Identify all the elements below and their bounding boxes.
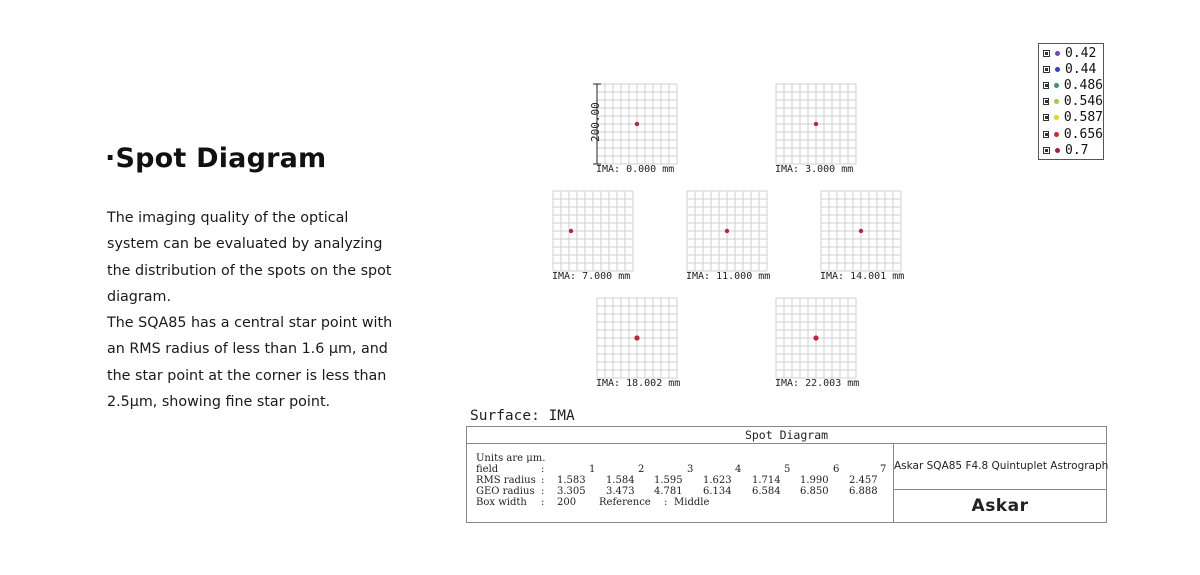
rms-value: 1.714 bbox=[752, 475, 781, 486]
info-data-panel bbox=[467, 443, 894, 522]
description-line: The SQA85 has a central star point with bbox=[107, 315, 393, 332]
spot-point bbox=[859, 229, 863, 233]
spot-point bbox=[725, 229, 729, 233]
page-heading: ·Spot Diagram bbox=[105, 143, 327, 174]
legend-check-icon bbox=[1043, 82, 1049, 89]
legend-color-dot bbox=[1055, 67, 1060, 72]
geo-value: 6.888 bbox=[849, 486, 878, 497]
geo-value: 3.473 bbox=[606, 486, 635, 497]
legend-color-dot bbox=[1054, 83, 1058, 88]
rms-value: 1.584 bbox=[606, 475, 635, 486]
legend-color-dot bbox=[1054, 99, 1058, 104]
legend-item bbox=[1043, 45, 1103, 61]
box-width-value: 200 bbox=[557, 497, 577, 508]
colon: : bbox=[541, 486, 545, 497]
rms-value: 1.595 bbox=[654, 475, 683, 486]
legend-check-icon bbox=[1043, 50, 1050, 57]
wavelength-legend bbox=[1038, 43, 1104, 160]
field-number: 5 bbox=[784, 464, 791, 475]
colon: : bbox=[541, 475, 545, 486]
description-line: an RMS radius of less than 1.6 μm, and bbox=[107, 341, 388, 358]
legend-color-dot bbox=[1054, 132, 1058, 137]
spot-grid bbox=[596, 84, 677, 175]
legend-label: 0.44 bbox=[1065, 61, 1097, 77]
geo-value: 3.305 bbox=[557, 486, 586, 497]
legend-check-icon bbox=[1043, 98, 1049, 105]
spot-field-label: IMA: 11.000 mm bbox=[686, 271, 771, 282]
description-line: the star point at the corner is less than bbox=[107, 367, 387, 384]
legend-label: 0.546 bbox=[1063, 94, 1103, 110]
geo-value: 6.850 bbox=[800, 486, 829, 497]
legend-item bbox=[1043, 77, 1103, 93]
spot-grid bbox=[596, 298, 680, 389]
units-text: Units are μm. bbox=[476, 453, 546, 464]
info-title: Spot Diagram bbox=[467, 427, 1106, 444]
legend-item bbox=[1043, 61, 1103, 77]
rms-value: 1.990 bbox=[800, 475, 829, 486]
legend-item bbox=[1043, 126, 1103, 142]
legend-label: 0.7 bbox=[1065, 142, 1089, 158]
legend-color-dot bbox=[1055, 51, 1060, 56]
spot-grid bbox=[686, 191, 770, 282]
spot-point bbox=[813, 335, 818, 340]
legend-check-icon bbox=[1043, 66, 1050, 73]
legend-check-icon bbox=[1043, 131, 1049, 138]
colon: : bbox=[541, 464, 545, 475]
geo-value: 6.584 bbox=[752, 486, 781, 497]
legend-item bbox=[1043, 142, 1103, 158]
description-line: system can be evaluated by analyzing bbox=[107, 236, 383, 253]
spot-field-label: IMA: 18.002 mm bbox=[596, 378, 681, 389]
description-line: diagram. bbox=[107, 288, 171, 305]
description-line: The imaging quality of the optical bbox=[107, 210, 349, 226]
spot-field-label: IMA: 7.000 mm bbox=[552, 271, 631, 282]
spot-grid bbox=[775, 298, 859, 389]
scale-bar-label: 200.00 bbox=[589, 102, 602, 142]
spot-grid bbox=[552, 191, 633, 282]
legend-item bbox=[1043, 94, 1103, 110]
geo-label: GEO radius bbox=[476, 486, 535, 497]
spot-grid bbox=[820, 191, 904, 282]
info-product-panel bbox=[894, 443, 1109, 522]
rms-value: 1.623 bbox=[703, 475, 732, 486]
description-line: the distribution of the spots on the spot bbox=[107, 262, 392, 279]
rms-label: RMS radius bbox=[476, 475, 536, 486]
field-number: 4 bbox=[735, 464, 742, 475]
spot-point bbox=[635, 122, 639, 126]
rms-value: 1.583 bbox=[557, 475, 586, 486]
box-width-label: Box width bbox=[476, 497, 527, 508]
spot-point bbox=[634, 335, 639, 340]
legend-color-dot bbox=[1054, 115, 1058, 120]
legend-label: 0.656 bbox=[1063, 126, 1103, 142]
spot-field-label: IMA: 14.001 mm bbox=[820, 271, 905, 282]
legend-check-icon bbox=[1043, 147, 1050, 154]
spot-grid bbox=[775, 84, 856, 175]
field-label: field bbox=[476, 464, 499, 475]
spot-info-table bbox=[466, 426, 1107, 523]
spot-point bbox=[814, 122, 818, 126]
geo-value: 6.134 bbox=[703, 486, 732, 497]
field-number: 3 bbox=[687, 464, 694, 475]
spot-field-label: IMA: 22.003 mm bbox=[775, 378, 860, 389]
field-number: 6 bbox=[833, 464, 840, 475]
legend-check-icon bbox=[1043, 114, 1049, 121]
product-description: Askar SQA85 F4.8 Quintuplet Astrograph bbox=[894, 443, 1106, 490]
reference-label: Reference bbox=[599, 497, 651, 508]
surface-label: Surface: IMA bbox=[470, 408, 575, 424]
legend-label: 0.42 bbox=[1065, 45, 1097, 61]
description-line: 2.5μm, showing fine star point. bbox=[107, 394, 331, 411]
colon: : bbox=[664, 497, 668, 508]
field-number: 1 bbox=[589, 464, 596, 475]
spot-field-label: IMA: 3.000 mm bbox=[775, 164, 854, 175]
spot-field-label: IMA: 0.000 mm bbox=[596, 164, 675, 175]
geo-value: 4.781 bbox=[654, 486, 683, 497]
legend-label: 0.486 bbox=[1063, 77, 1103, 93]
brand-logo: Askar bbox=[971, 496, 1029, 516]
rms-value: 2.457 bbox=[849, 475, 878, 486]
legend-item bbox=[1043, 110, 1103, 126]
legend-label: 0.587 bbox=[1063, 110, 1103, 126]
legend-color-dot bbox=[1055, 148, 1060, 153]
spot-point bbox=[569, 229, 573, 233]
reference-value: Middle bbox=[674, 497, 710, 508]
colon: : bbox=[541, 497, 545, 508]
field-number: 7 bbox=[880, 464, 887, 475]
field-number: 2 bbox=[638, 464, 645, 475]
scale-bar bbox=[589, 84, 602, 164]
